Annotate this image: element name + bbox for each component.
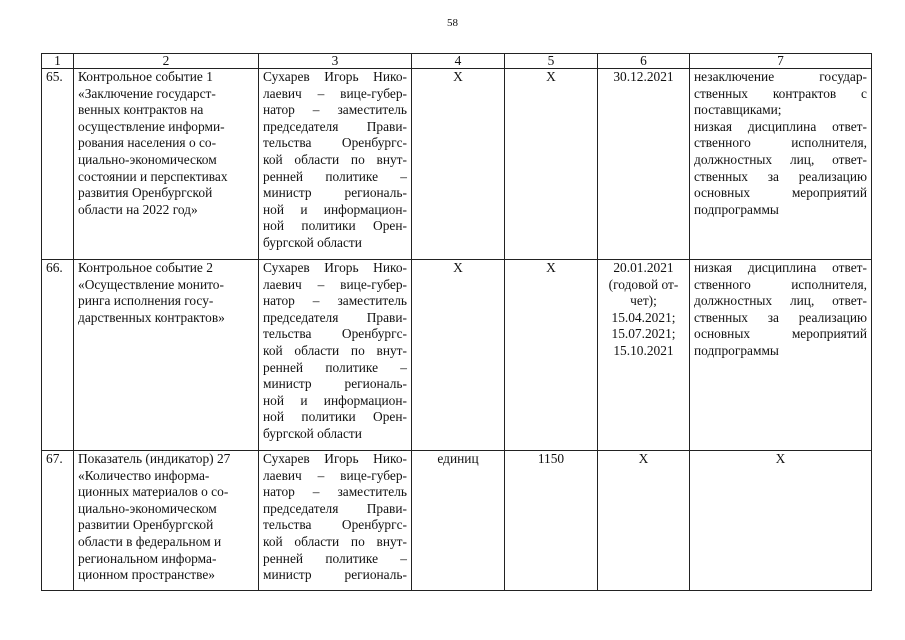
- row-col5: Х: [505, 260, 598, 451]
- text-line: развитии Оренбургской: [78, 517, 214, 533]
- row-responsible: [259, 260, 412, 451]
- text-line: региональном информа-: [78, 550, 217, 566]
- text-line: ственных контрактов с: [694, 85, 867, 101]
- text-line: министр региональ-: [263, 567, 407, 583]
- text-line: должностных лиц, ответ-: [694, 293, 867, 309]
- text-line: ной политики Орен-: [263, 218, 407, 234]
- row-col4: Х: [412, 260, 505, 451]
- text-line: (годовой от-: [608, 276, 679, 292]
- text-line: поставщиками;: [694, 102, 782, 118]
- text-line: Х: [638, 451, 649, 466]
- text-line: министр региональ-: [263, 376, 407, 392]
- column-header: 5: [505, 54, 598, 69]
- document-table: [41, 53, 872, 591]
- text-line: натор – заместитель: [263, 484, 407, 500]
- text-line: основных мероприятий: [694, 185, 867, 201]
- text-line: ренней политике –: [263, 168, 407, 184]
- text-line: низкая дисциплина ответ-: [694, 260, 867, 275]
- text-line: чет);: [630, 293, 657, 309]
- text-line: низкая дисциплина ответ-: [694, 118, 867, 134]
- column-header: 1: [42, 54, 74, 69]
- row-responsible: [259, 451, 412, 591]
- text-line: дарственных контрактов»: [78, 309, 225, 325]
- row-col5: Х: [505, 69, 598, 260]
- text-line: Сухарев Игорь Нико-: [263, 451, 407, 466]
- text-line: рования населения о со-: [78, 135, 217, 151]
- text-line: Сухарев Игорь Нико-: [263, 260, 407, 275]
- text-line: ной и информацион-: [263, 392, 407, 408]
- text-line: лаевич – вице-губер-: [263, 85, 407, 101]
- text-line: лаевич – вице-губер-: [263, 467, 407, 483]
- text-line: 15.04.2021;: [611, 309, 676, 325]
- column-header: 4: [412, 54, 505, 69]
- text-line: ной политики Орен-: [263, 409, 407, 425]
- text-line: развития Оренбургской: [78, 185, 213, 201]
- text-line: «Осуществление монито-: [78, 276, 224, 292]
- text-line: натор – заместитель: [263, 293, 407, 309]
- text-line: ренней политике –: [263, 359, 407, 375]
- text-line: председателя Прави-: [263, 309, 407, 325]
- row-risks: [690, 451, 872, 591]
- text-line: Х: [775, 451, 786, 466]
- row-deadline: [598, 69, 690, 260]
- row-deadline: [598, 260, 690, 451]
- row-value: 1150: [505, 451, 598, 591]
- text-line: 20.01.2021: [613, 260, 674, 275]
- row-risks: [690, 260, 872, 451]
- table-row: [42, 451, 872, 591]
- text-line: ционном пространстве»: [78, 567, 215, 583]
- row-unit: единиц: [412, 451, 505, 591]
- text-line: должностных лиц, ответ-: [694, 151, 867, 167]
- text-line: венных контрактов на: [78, 102, 204, 118]
- text-line: подпрограммы: [694, 201, 779, 217]
- text-line: Сухарев Игорь Нико-: [263, 69, 407, 84]
- text-line: натор – заместитель: [263, 102, 407, 118]
- text-line: ственного исполнителя,: [694, 276, 867, 292]
- text-line: ственных за реализацию: [694, 168, 867, 184]
- text-line: кой области по внут-: [263, 533, 407, 549]
- text-line: состоянии и перспективах: [78, 168, 228, 184]
- text-line: Контрольное событие 1: [78, 69, 213, 84]
- column-header: 2: [74, 54, 259, 69]
- row-risks: [690, 69, 872, 260]
- text-line: области на 2022 год»: [78, 201, 198, 217]
- row-description: [74, 69, 259, 260]
- row-col4: Х: [412, 69, 505, 260]
- text-line: Контрольное событие 2: [78, 260, 213, 275]
- text-line: бургской области: [263, 234, 362, 250]
- column-header: 7: [690, 54, 872, 69]
- text-line: министр региональ-: [263, 185, 407, 201]
- row-responsible: [259, 69, 412, 260]
- text-line: ренней политике –: [263, 550, 407, 566]
- text-line: тельства Оренбургс-: [263, 326, 407, 342]
- text-line: Показатель (индикатор) 27: [78, 451, 231, 466]
- row-description: [74, 451, 259, 591]
- text-line: кой области по внут-: [263, 151, 407, 167]
- column-header: 6: [598, 54, 690, 69]
- text-line: ственных за реализацию: [694, 309, 867, 325]
- header-row: [42, 54, 872, 69]
- text-line: лаевич – вице-губер-: [263, 276, 407, 292]
- text-line: ной и информацион-: [263, 201, 407, 217]
- column-header: 3: [259, 54, 412, 69]
- text-line: ционных материалов о со-: [78, 484, 229, 500]
- text-line: 15.07.2021;: [611, 326, 676, 342]
- text-line: тельства Оренбургс-: [263, 517, 407, 533]
- text-line: председателя Прави-: [263, 118, 407, 134]
- text-line: области в федеральном и: [78, 533, 222, 549]
- text-line: циально-экономическом: [78, 151, 217, 167]
- text-line: председателя Прави-: [263, 500, 407, 516]
- text-line: 15.10.2021: [613, 342, 674, 358]
- table-row: [42, 260, 872, 451]
- row-description: [74, 260, 259, 451]
- text-line: 30.12.2021: [613, 69, 674, 84]
- text-line: «Заключение государст-: [78, 85, 216, 101]
- text-line: тельства Оренбургс-: [263, 135, 407, 151]
- text-line: «Количество информа-: [78, 467, 210, 483]
- text-line: бургской области: [263, 425, 362, 441]
- row-number: 67.: [42, 451, 74, 591]
- text-line: ринга исполнения госу-: [78, 293, 214, 309]
- page-number: 58: [447, 17, 458, 29]
- text-line: циально-экономическом: [78, 500, 217, 516]
- row-number: 65.: [42, 69, 74, 260]
- row-number: 66.: [42, 260, 74, 451]
- text-line: незаключение государ-: [694, 69, 867, 84]
- row-deadline: [598, 451, 690, 591]
- text-line: осуществление информи-: [78, 118, 225, 134]
- table-row: [42, 69, 872, 260]
- text-line: основных мероприятий: [694, 326, 867, 342]
- text-line: ственного исполнителя,: [694, 135, 867, 151]
- text-line: подпрограммы: [694, 342, 779, 358]
- text-line: кой области по внут-: [263, 342, 407, 358]
